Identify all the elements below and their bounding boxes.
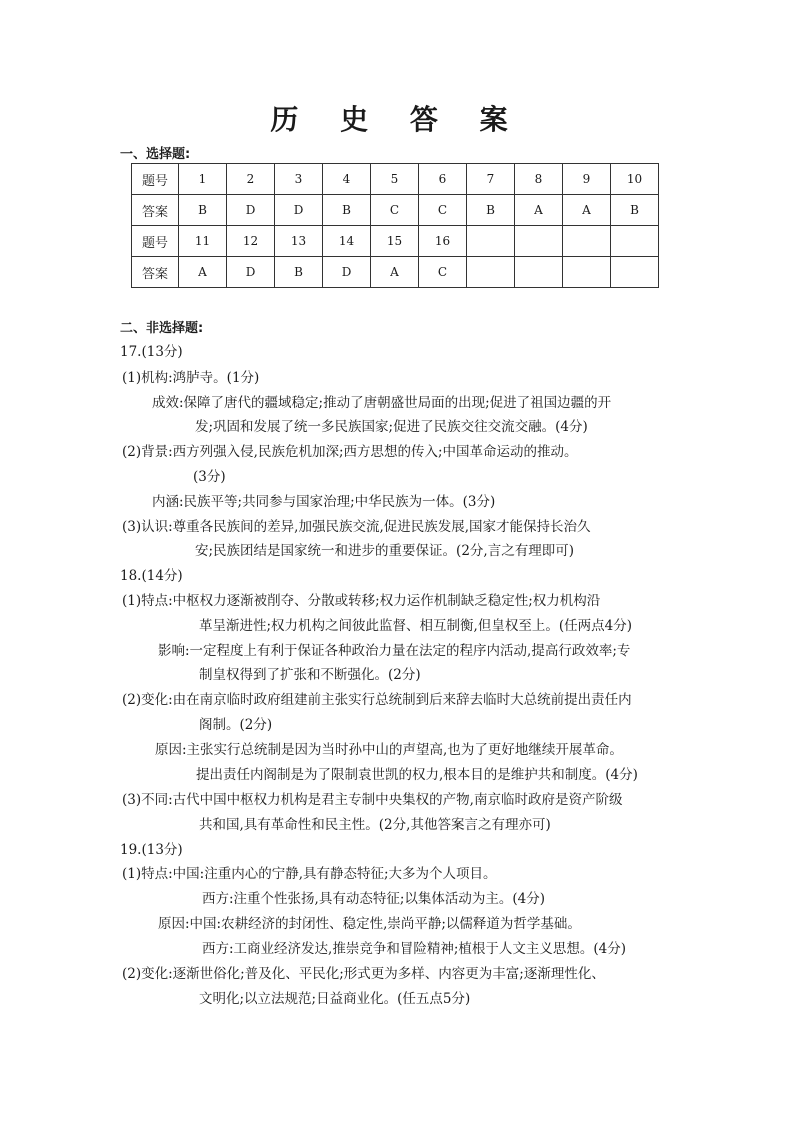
answer-line: 制皇权得到了扩张和不断强化。(2分): [199, 667, 421, 683]
answer-line: 文明化;以立法规范;日益商业化。(任五点5分): [199, 991, 471, 1007]
answer-line: (2)变化:由在南京临时政府组建前主张实行总统制到后来辞去临时大总统前提出责任内: [122, 692, 632, 708]
answer-line: 发;巩固和发展了统一多民族国家;促进了民族交往交流交融。(4分): [195, 419, 588, 435]
question-number-cell: [563, 226, 611, 257]
section-heading-choice: 一、选择题:: [120, 147, 191, 162]
answer-cell: B: [467, 195, 515, 226]
answer-line: (1)特点:中枢权力逐渐被削夺、分散或转移;权力运作机制缺乏稳定性;权力机构沿: [122, 593, 601, 609]
question-number-cell: 15: [371, 226, 419, 257]
answer-cell: [563, 257, 611, 288]
question-number-cell: 13: [275, 226, 323, 257]
answer-cell: B: [179, 195, 227, 226]
answer-cell: D: [227, 257, 275, 288]
answer-line: 安;民族团结是国家统一和进步的重要保证。(2分,言之有理即可): [195, 543, 574, 559]
answer-line: 革呈渐进性;权力机构之间彼此监督、相互制衡,但皇权至上。(任两点4分): [199, 618, 632, 634]
question-number-cell: 14: [323, 226, 371, 257]
answer-cell: C: [371, 195, 419, 226]
question-number-cell: 9: [563, 164, 611, 195]
answer-line: (3)不同:古代中国中枢权力机构是君主专制中央集权的产物,南京临时政府是资产阶级: [122, 792, 623, 808]
question-number-cell: 3: [275, 164, 323, 195]
answer-line: 18.(14分): [120, 568, 183, 584]
question-number-cell: 1: [179, 164, 227, 195]
answer-line: 共和国,具有革命性和民主性。(2分,其他答案言之有理亦可): [199, 817, 551, 833]
question-number-cell: 16: [419, 226, 467, 257]
answer-line: 内涵:民族平等;共同参与国家治理;中华民族为一体。(3分): [152, 494, 496, 510]
question-number-cell: 5: [371, 164, 419, 195]
table-row: [132, 195, 659, 226]
answer-line: 19.(13分): [120, 842, 183, 858]
question-number-cell: 10: [611, 164, 659, 195]
answer-line: 原因:中国:农耕经济的封闭性、稳定性,崇尚平静;以儒释道为哲学基础。: [158, 916, 581, 932]
answer-line: 成效:保障了唐代的疆域稳定;推动了唐朝盛世局面的出现;促进了祖国边疆的开: [152, 395, 612, 411]
answer-table: [131, 163, 659, 288]
table-row: [132, 164, 659, 195]
answer-cell: D: [227, 195, 275, 226]
question-number-cell: [611, 226, 659, 257]
answer-cell: B: [323, 195, 371, 226]
answer-cell: B: [611, 195, 659, 226]
question-number-cell: [515, 226, 563, 257]
answer-line: (1)机构:鸿胪寺。(1分): [122, 370, 260, 386]
row-label-answer: 答案: [132, 257, 179, 288]
question-number-cell: 12: [227, 226, 275, 257]
answer-line: 阁制。(2分): [199, 717, 273, 733]
row-label-answer: 答案: [132, 195, 179, 226]
answer-cell: A: [563, 195, 611, 226]
section-heading-nonchoice: 二、非选择题:: [120, 321, 204, 336]
question-number-cell: 11: [179, 226, 227, 257]
answer-cell: D: [275, 195, 323, 226]
answer-cell: A: [179, 257, 227, 288]
answer-line: 提出责任内阁制是为了限制袁世凯的权力,根本目的是维护共和制度。(4分): [196, 767, 638, 783]
answer-line: 17.(13分): [120, 344, 183, 360]
answer-cell: [611, 257, 659, 288]
question-number-cell: 2: [227, 164, 275, 195]
answer-line: 影响:一定程度上有利于保证各种政治力量在法定的程序内活动,提高行政效率;专: [158, 643, 631, 659]
answer-line: (3分): [193, 469, 226, 485]
question-number-cell: 4: [323, 164, 371, 195]
answer-line: 西方:注重个性张扬,具有动态特征;以集体活动为主。(4分): [202, 891, 546, 907]
answer-cell: A: [371, 257, 419, 288]
question-number-cell: 6: [419, 164, 467, 195]
table-row: [132, 257, 659, 288]
table-row: [132, 226, 659, 257]
answer-line: (1)特点:中国:注重内心的宁静,具有静态特征;大多为个人项目。: [122, 866, 497, 882]
answer-line: (3)认识:尊重各民族间的差异,加强民族交流,促进民族发展,国家才能保持长治久: [122, 519, 591, 535]
row-label-question-number: 题号: [132, 226, 179, 257]
row-label-question-number: 题号: [132, 164, 179, 195]
page-title: 历 史 答 案: [270, 103, 524, 136]
answer-cell: C: [419, 195, 467, 226]
answer-line: (2)变化:逐渐世俗化;普及化、平民化;形式更为多样、内容更为丰富;逐渐理性化、: [122, 966, 605, 982]
answer-line: (2)背景:西方列强入侵,民族危机加深;西方思想的传入;中国革命运动的推动。: [122, 444, 578, 460]
answer-cell: A: [515, 195, 563, 226]
answer-cell: C: [419, 257, 467, 288]
answer-cell: [467, 257, 515, 288]
answer-line: 原因:主张实行总统制是因为当时孙中山的声望高,也为了更好地继续开展革命。: [155, 742, 623, 758]
answer-line: 西方:工商业经济发达,推崇竞争和冒险精神;植根于人文主义思想。(4分): [202, 941, 627, 957]
question-number-cell: 7: [467, 164, 515, 195]
question-number-cell: 8: [515, 164, 563, 195]
question-number-cell: [467, 226, 515, 257]
answer-cell: D: [323, 257, 371, 288]
answer-cell: [515, 257, 563, 288]
answer-cell: B: [275, 257, 323, 288]
